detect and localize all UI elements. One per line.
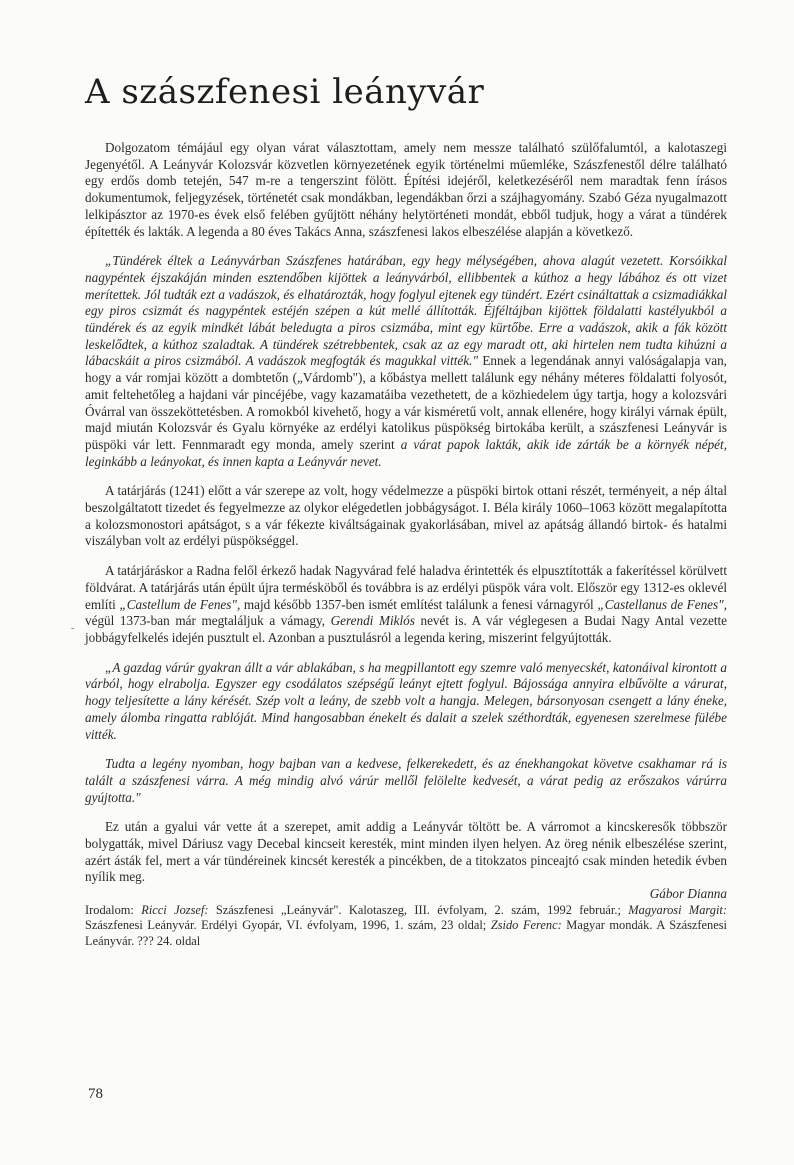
bib-entry-1: Szászfenesi „Leányvár". Kalotaszeg, III. évfolyam, 2. szám, 1992 február.;: [208, 902, 621, 917]
history-2-text-c: majd később 1357-ben ismét említést találunk a fenesi várnagyról: [240, 596, 594, 612]
margin-mark: -: [71, 623, 75, 634]
author-signature: Gábor Dianna: [649, 886, 727, 902]
article-title: A szászfenesi leányvár: [85, 72, 485, 112]
bib-entry-3: Magyar mondák. A Szászfenesi Leányvár. ??? 24. oldal: [85, 918, 727, 948]
bibliography: [85, 903, 727, 950]
legend-commentary: Ennek a legendának annyi valóságalapja van, hogy a vár romjai között a dombtetőn („Várdomb"), a kőbástya mellett találunk egy néhány méteres földalatti folyosót, amit feltehetőleg a hajdani vár pincéjébe, vagy kazamatáiba vezethetett, de a közhiedelem úgy tartja, hogy a kolozsvári Óvárral van összeköttetésben. A romokból kivehető, hogy a vár kisméretű volt, annak ellenére, hogy királyi várnak épült, majd miután Kolozsvár és Gyalu környéke az erdélyi katolikus püspökség birtokába került, a szászfenesi Leányvár is püspöki vár lett. Fennmaradt egy monda, amely szerint: [85, 353, 727, 452]
paragraph-closing: Ez után a gyalui vár vette át a szerepet, amit addig a Leányvár töltött be. A várromot a kincskeresők többször bolygatták, mivel Dáriusz vagy Decebal kincseit keresték, mint minden ilyen helyen. Az öreg nénik elbeszélése szerint, azért ásták fel, mert a vár tündéreinek kincsét keresték a pincékben, de a titokzatos pinceajtó csak minden hetedik évben nyílik meg.: [85, 819, 727, 885]
legend-quote-1: „Tündérek éltek a Leányvárban Szászfenes határában, egy hegy mélységében, ahova alagút vezetett. Korsóikkal nagypéntek éjszakáján minden esztendőben kijöttek a leányvárból, ellibbentek a kúthoz a hegy lábához és ott vizet merítettek. Jól tudták ezt a vadászok, és elhatározták, hogy foglyul ejtenek egy tündért. Ezért csináltattak a csizmadiákkal egy piros csizmát és nagypéntek estéjén szépen a kút mellé állították. Éjféltájban kijöttek földalatti kastélyukból a tündérek és az egyik mindkét lábát beledugta a piros csizmába, mint egy kürtőbe. Erre a vadászok, akik a fák között leskelődtek, a kúthoz szaladtak. A tündérek szétrebbentek, csak az az egy maradt ott, aki hirtelen nem tudta kihúzni a lábacskáit a piros csizmából. A vadászok megfogták és magukkal vitték.": [85, 253, 727, 369]
castellum-quote: „Castellum de Fenes",: [115, 596, 241, 612]
document-page: [85, 0, 727, 1165]
person-name: Gerendi Miklós: [325, 613, 415, 629]
bib-author-3: Zsido Ferenc:: [486, 918, 562, 933]
paragraph-history-2: [85, 563, 727, 647]
bibliography-label: Irodalom:: [85, 902, 134, 917]
paragraph-legend-2: „A gazdag várúr gyakran állt a vár ablakában, s ha megpillantott egy szemre való menyecskét, katonáival kirontott a várból, hogy elrabolja. Egyszer egy csodálatos szépségű leányt ejtett foglyul. Bájossága annyira elbűvölte a várurat, hogy teljesítette a lány kérését. Szép volt a leány, de szebb volt a hangja. Melegen, bársonyosan csengett a lány éneke, amely álomba ringatta rablóját. Mind hangosabban énekelt és dalait a szelek széthordták, egyenesen szerelmese fülébe vitték.: [85, 659, 727, 742]
history-2-text-e: végül 1373-ban már megtaláljuk a vámagy,: [85, 613, 325, 629]
history-2-text-a: A tatárjáráskor a Radna felől érkező hadak Nagyvárad felé haladva érintették és elpusztították a fakerítéssel körülvett földvárat. A tatárjárás után épült újra termésköből és továbbra is az erdélyi püspök vára volt. Először egy 1312-es oklevél említi: [85, 563, 727, 612]
bib-author-2: Magyarosi Margit:: [620, 902, 727, 917]
history-2-text-g: nevét is. A vár véglegesen a Budai Nagy Antal vezette jobbágyfelkelés idején pusztult el. Azonban a pusztulásról a legenda kering, miszerint felgyújtották.: [85, 613, 727, 645]
paragraph-intro: Dolgozatom témájául egy olyan várat választottam, amely nem messze található szülőfalumtól, a kalotaszegi Jegenyétől. A Leányvár Kolozsvár közvetlen környezetének egyik történelmi műemléke, Szászfenestől délre található egy erdős domb tetején, 547 m-re a tengerszint fölött. Építési idejéről, keletkezéséről nem maradtak fenn írásos dokumentumok, feljegyzések, történetét csak mondákban, legendákban őrzi a szájhagyomány. Szabó Géza nyugalmazott lelkipásztor az 1970-es évek első felében gyűjtött néhány helytörténeti mondát, ebből tudjuk, hogy a várat a tündérek építették és lakták. A legenda a 80 éves Takács Anna, szászfenesi lakos elbeszélése alapján a következő.: [85, 140, 727, 239]
paragraph-legend-3: Tudta a legény nyomban, hogy bajban van a kedvese, felkerekedett, és az énekhangokat követve csakhamar rá is talált a szászfenesi várra. A még mindig alvó várúr mellől felölelte kedvesét, a várat pedig az erőszakos várúrra gyújtotta.": [85, 756, 727, 805]
article-body: [85, 140, 727, 949]
bib-author-1: Ricci Jozsef:: [133, 902, 209, 917]
legend-quote-end: a várat papok lakták, akik ide zárták be a környék népét, leginkább a leányokat, és innen kapta a Leányvár nevet.: [85, 436, 727, 469]
bib-entry-2: Szászfenesi Leányvár. Erdélyi Gyopár, VI. évfolyam, 1996, 1. szám, 23 oldal;: [85, 918, 487, 933]
paragraph-legend-1: [85, 253, 727, 470]
castellanus-quote: „Castellanus de Fenes",: [593, 596, 728, 612]
paragraph-history-1: A tatárjárás (1241) előtt a vár szerepe az volt, hogy védelmezze a püspöki birtok ottani részét, terményeit, a nép által beszolgáltatott tizedet és fegyelmezze az olykor elégedetlen jobbágyságot. I. Béla király 1060–1063 között megalapította a kolozsmonostori apátságot, s a vár fékezte kiváltságainak gyakorlásában, mivel az apátság állandó birtok- és hatalmi viszályban volt az erdélyi püspökséggel.: [85, 483, 727, 549]
page-number: 78: [88, 1086, 103, 1102]
